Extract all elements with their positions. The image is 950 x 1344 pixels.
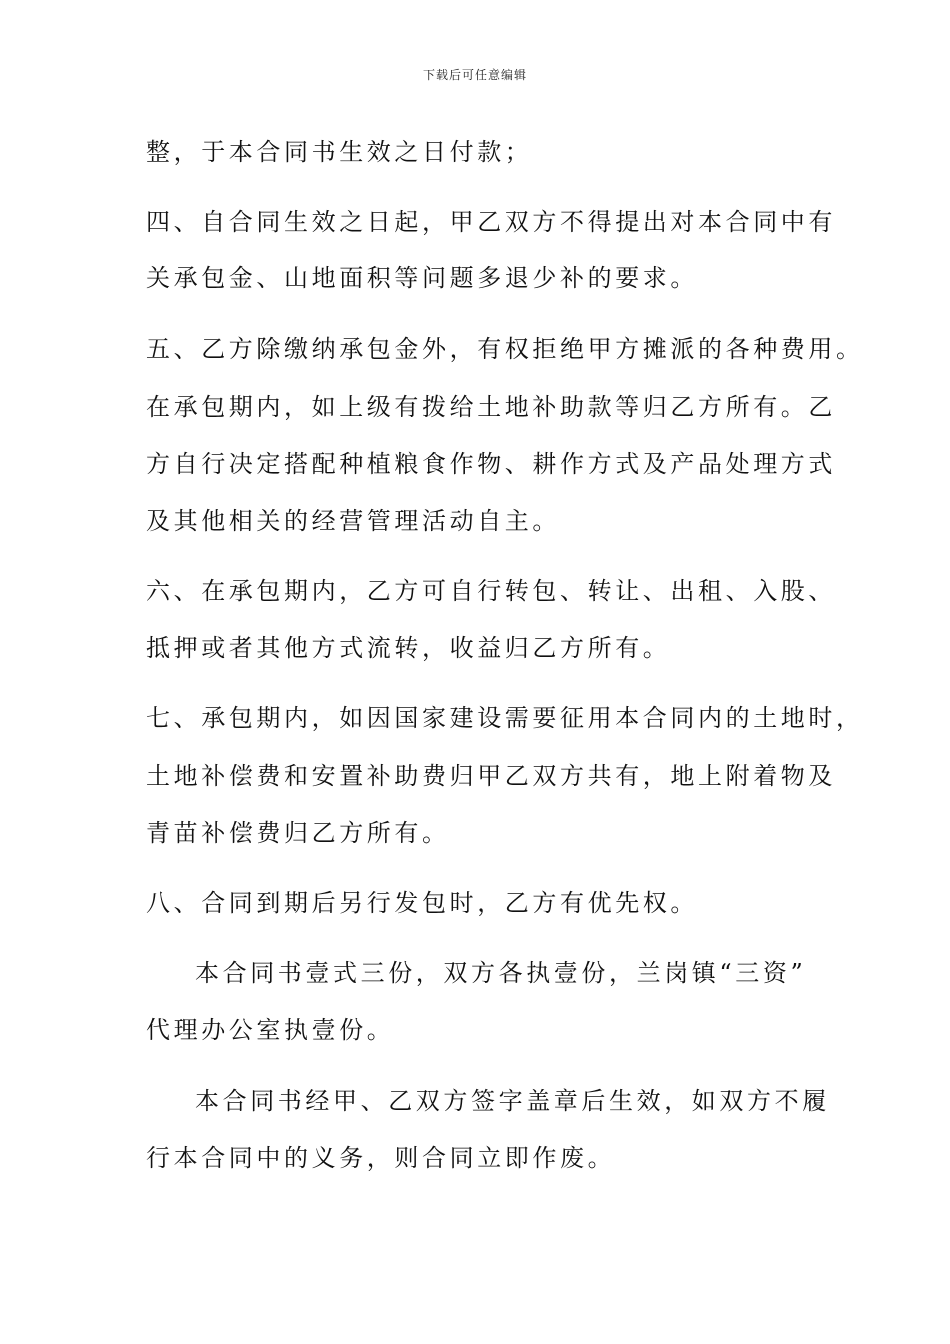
text-line: 整，于本合同书生效之日付款； (146, 138, 533, 166)
text-line: 本合同书壹式三份，双方各执壹份，兰岗镇“三资” (195, 959, 807, 987)
text-line: 七、承包期内，如因国家建设需要征用本合同内的土地时， (146, 704, 864, 732)
text-line: 五、乙方除缴纳承包金外，有权拒绝甲方摊派的各种费用。 (146, 335, 864, 363)
text-line: 八、合同到期后另行发包时，乙方有优先权。 (146, 889, 698, 917)
text-line: 行本合同中的义务，则合同立即作废。 (146, 1144, 616, 1172)
text-line: 方自行决定搭配种植粮食作物、耕作方式及产品处理方式 (146, 450, 836, 478)
text-line: 关承包金、山地面积等问题多退少补的要求。 (146, 264, 698, 292)
text-line: 六、在承包期内，乙方可自行转包、转让、出租、入股、 (146, 577, 836, 605)
text-line: 代理办公室执壹份。 (146, 1016, 395, 1044)
page-header-note: 下载后可任意编辑 (422, 68, 527, 82)
text-line: 抵押或者其他方式流转，收益归乙方所有。 (146, 634, 671, 662)
text-line: 四、自合同生效之日起，甲乙双方不得提出对本合同中有 (146, 208, 836, 236)
text-line: 土地补偿费和安置补助费归甲乙双方共有，地上附着物及 (146, 762, 836, 790)
text-line: 及其他相关的经营管理活动自主。 (146, 507, 560, 535)
text-line: 在承包期内，如上级有拨给土地补助款等归乙方所有。乙 (146, 393, 836, 421)
text-line: 青苗补偿费归乙方所有。 (146, 819, 450, 847)
text-line: 本合同书经甲、乙双方签字盖章后生效，如双方不履 (195, 1087, 830, 1115)
